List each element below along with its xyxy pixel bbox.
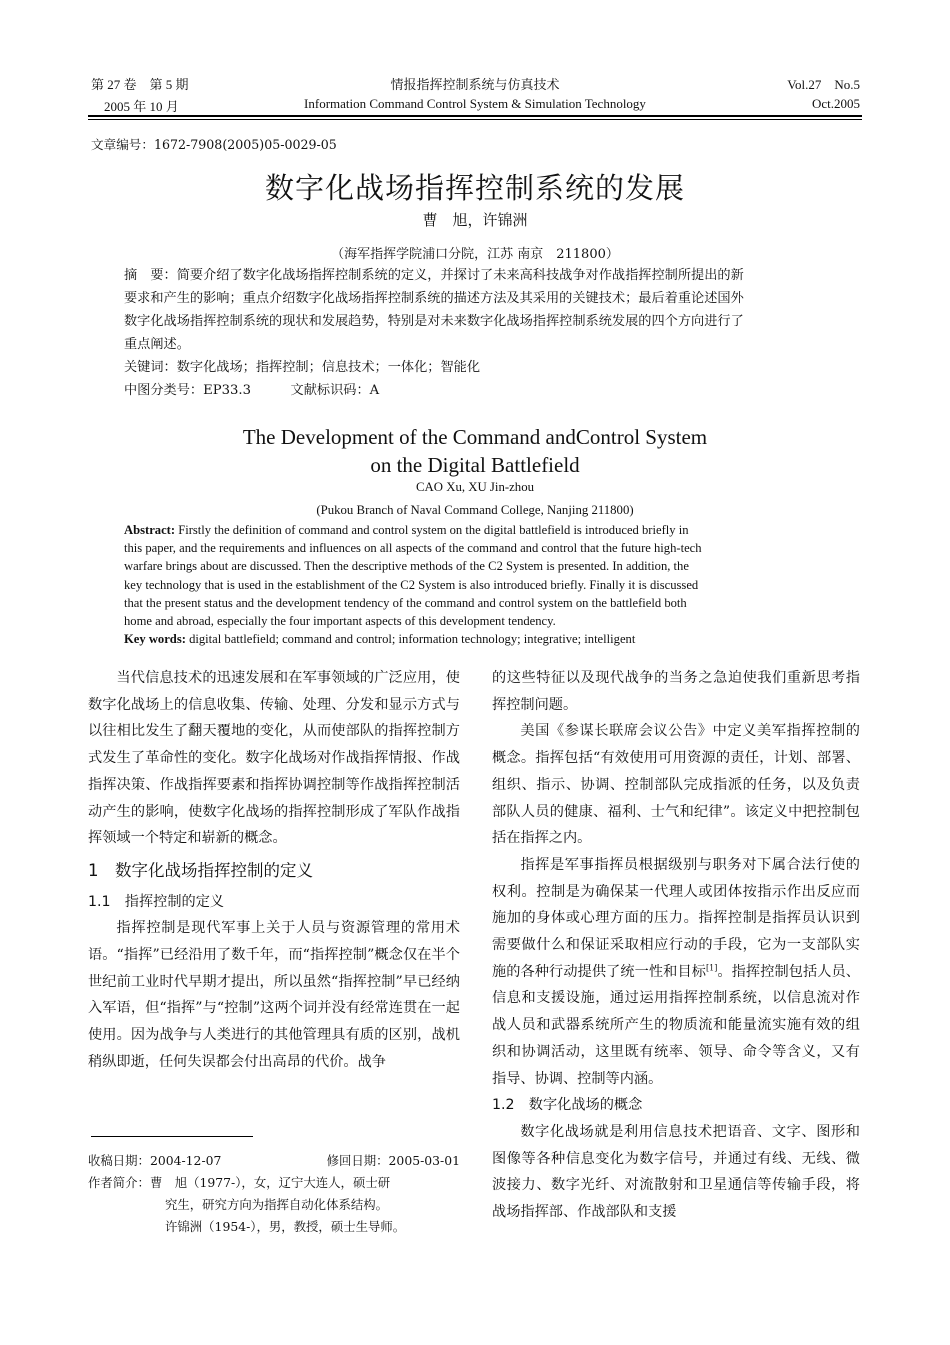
paragraph: 当代信息技术的迅速发展和在军事领域的广泛应用，使数字化战场上的信息收集、传输、处理、分发和显示方式与以往相比发生了翻天覆地的变化，从而使部队的指挥控制方式发生了革命性的变化。数字化战场对作战指挥情报、作战指挥决策、作战指挥要素和指挥协调控制等作战指挥控制活动产生的影响，使数字化战场的指挥控制形成了军队作战指挥领域一个特定和崭新的概念。 (88, 670, 460, 847)
received-date: 收稿日期：2004-12-07 (88, 1153, 222, 1168)
title-cn: 数字化战场指挥控制系统的发展 (264, 171, 685, 205)
citation-ref[interactable]: [1] (705, 963, 718, 972)
header-rule-thick (88, 115, 862, 117)
header-journal-cn: 情报指挥控制系统与仿真技术 (390, 77, 560, 92)
abstract-cn-line: 重点阐述。 (124, 337, 190, 352)
abstract-en-line: that the present status and the development tendency of the command and control system on the battlefield both (124, 595, 687, 610)
section-heading-1: 1 数字化战场指挥控制的定义 (88, 860, 313, 880)
keywords-en: digital battlefield; command and control; information technology; integrative; intelligent (185, 632, 636, 647)
abstract-en-line: warfare brings about are discussed. Then the descriptive methods of the C2 System is presented. In addition, the (124, 559, 689, 574)
header-volume-issue: 第 27 卷 第 5 期 (91, 77, 189, 92)
footnote (88, 1150, 460, 1238)
abstract-en (124, 521, 829, 648)
author-bio-2: 许锦洲（1954-），男，教授，硕士生导师。 (165, 1219, 406, 1234)
header-date: 2005 年 10 月 (104, 99, 179, 114)
body-right-column (492, 665, 860, 1226)
affiliation-cn: （海军指挥学院浦口分院，江苏 南京 211800） (331, 247, 619, 262)
header-volume-issue-en: Vol.27 No.5 (787, 77, 860, 92)
abstract-en-label: Abstract: (124, 523, 176, 537)
footnote-rule (91, 1136, 253, 1137)
paragraph (492, 852, 860, 1092)
header-journal-en: Information Command Control System & Simulation Technology (304, 96, 646, 111)
authors-en: CAO Xu, XU Jin-zhou (415, 480, 534, 494)
author-bio-1: 作者简介：曹 旭（1977-），女，辽宁大连人，硕士研 (88, 1175, 391, 1190)
article-number: 文章编号：1672-7908(2005)05-0029-05 (91, 137, 337, 152)
abstract-cn (124, 264, 829, 402)
authors-cn: 曹 旭，许锦洲 (422, 211, 528, 229)
title-en-line2: on the Digital Battlefield (370, 453, 580, 477)
keywords-cn: 关键词：数字化战场；指挥控制；信息技术；一体化；智能化 (124, 360, 481, 375)
abstract-en-line: Firstly the definition of command and control system on the digital battlefield is introduced briefly in (175, 523, 689, 537)
classification-code: 中图分类号：EP33.3 文献标识码：A (124, 383, 380, 398)
affiliation-en: (Pukou Branch of Naval Command College, Nanjing 211800) (316, 503, 634, 517)
author-bio-1-cont: 究生，研究方向为指挥自动化体系结构。 (165, 1197, 389, 1212)
abstract-cn-line: 数字化战场指挥控制系统的现状和发展趋势，特别是对未来数字化战场指挥控制系统发展的四个方向进行了 (124, 314, 744, 329)
revised-date: 修回日期：2005-03-01 (326, 1153, 460, 1168)
paragraph: 的这些特征以及现代战争的当务之急迫使我们重新思考指挥控制问题。 (492, 670, 860, 713)
abstract-en-line: home and abroad, especially the four important aspects of this development tendency. (124, 614, 556, 629)
title-en-line1: The Development of the Command andControl System (242, 425, 708, 449)
subsection-heading-1-2: 1.2 数字化战场的概念 (492, 1097, 643, 1114)
paragraph-text: 。指挥控制包括人员、信息和支援设施，通过运用指挥控制系统，以信息流对作战人员和武器系统所产生的物质流和能量流实施有效的组织和协调活动，这里既有统率、领导、命令等含义，又有指导、协调、控制等内涵。 (492, 963, 860, 1087)
paragraph: 指挥控制是现代军事上关于人员与资源管理的常用术语。“指挥”已经沿用了数千年，而“指挥控制”概念仅在半个世纪前工业时代早期才提出，所以虽然“指挥控制”早已经纳入军语，但“指挥”与“控制”这两个词并没有经常连贯在一起使用。因为战争与人类进行的其他管理具有质的区别，战机稍纵即逝，任何失误都会付出高昂的代价。战争 (88, 920, 460, 1070)
paragraph: 数字化战场就是利用信息技术把语音、文字、图形和图像等各种信息变化为数字信号，并通过有线、无线、微波接力、数字光纤、对流散射和卫星通信等传输手段，将战场指挥部、作战部队和支援 (492, 1123, 860, 1221)
keywords-en-label: Key words: (124, 632, 186, 647)
abstract-en-line: key technology that is used in the establishment of the C2 System is also introduced briefly. Finally it is discussed (124, 577, 699, 592)
header-date-en: Oct.2005 (811, 96, 860, 111)
paragraph-text: 指挥是军事指挥员根据级别与职务对下属合法行使的权利。控制是为确保某一代理人或团体按指示作出反应而施加的身体或心理方面的压力。指挥控制是指挥员认识到需要做什么和保证采取相应行动的手段，它为一支部队实施的各种行动提供了统一性和目标 (492, 856, 860, 980)
subsection-heading-1-1: 1.1 指挥控制的定义 (88, 893, 225, 910)
paragraph: 美国《参谋长联席会议公告》中定义美军指挥控制的概念。指挥包括“有效使用可用资源的责任，计划、部署、组织、指示、协调、控制部队完成指派的任务，以及负责部队人员的健康、福利、士气和纪律”。该定义中把控制包括在指挥之内。 (492, 723, 860, 847)
body-left-column (88, 665, 460, 1076)
abstract-cn-line: 要求和产生的影响；重点介绍数字化战场指挥控制系统的描述方法及其采用的关键技术；最后着重论述国外 (124, 291, 744, 306)
abstract-cn-line: 摘 要：简要介绍了数字化战场指挥控制系统的定义，并探讨了未来高科技战争对作战指挥控制所提出的新 (124, 268, 744, 283)
abstract-en-line: this paper, and the requirements and influences on all aspects of the command and control that the future high-tech (124, 541, 702, 556)
header-rule-thin (88, 119, 862, 120)
